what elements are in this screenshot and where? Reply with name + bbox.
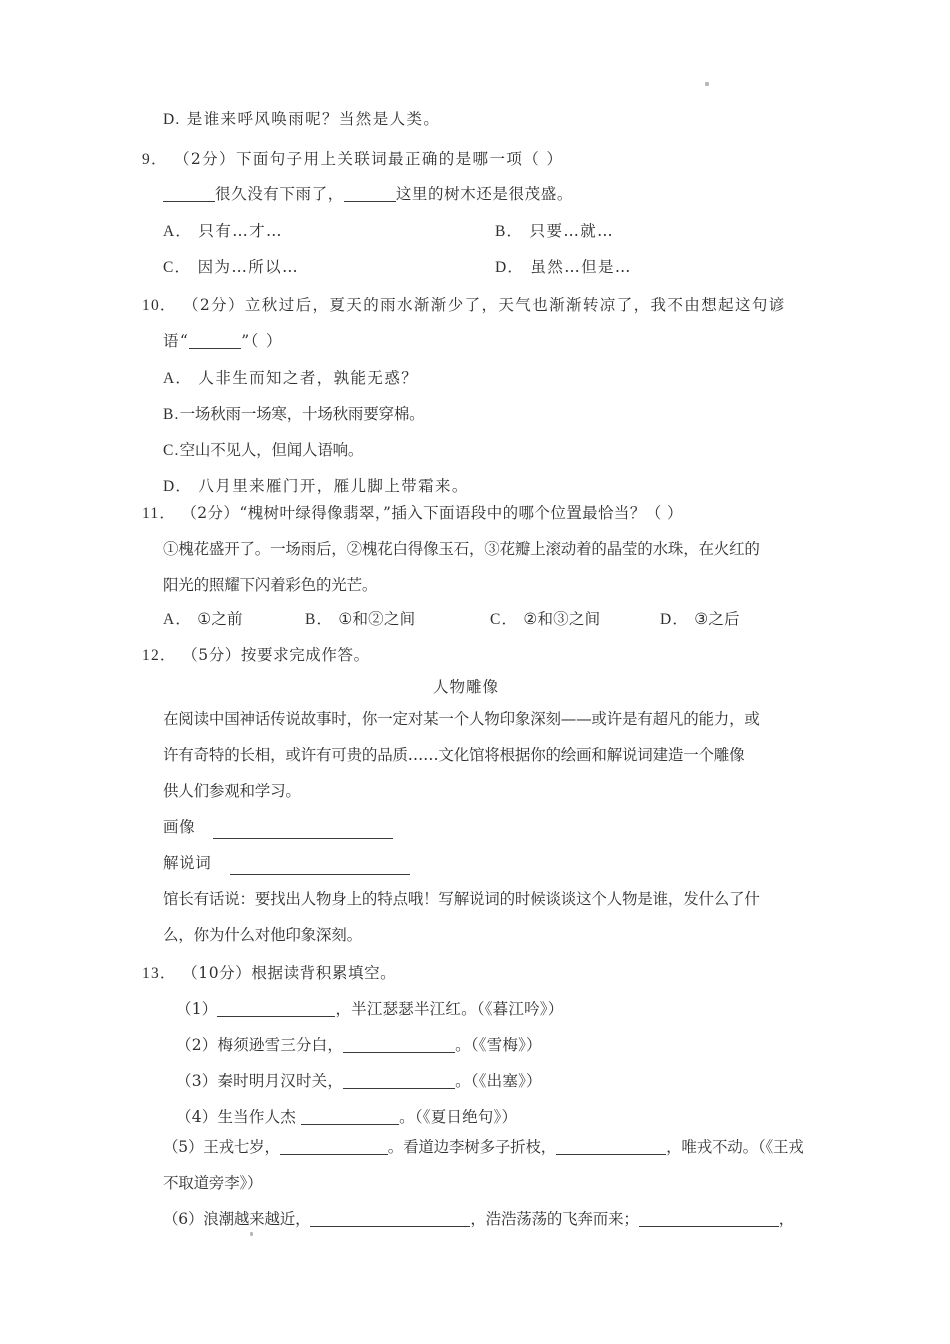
q10-option-c-text: 空山不见人，但闻人语响。 (179, 441, 364, 459)
q10-option-b-text: 一场秋雨一场寒，十场秋雨要穿棉。 (179, 405, 425, 423)
q11-option-a[interactable] (163, 612, 243, 628)
q11-option-b-label: B． (305, 611, 334, 628)
q12-paragraph-line-2 (163, 748, 744, 764)
q13-item-5-blank-2[interactable] (556, 1141, 666, 1155)
q10-option-a-label: A． (163, 370, 193, 387)
q10-option-b-label: B. (163, 406, 180, 423)
q13-item-3-post: 。（《出塞》） (455, 1072, 542, 1090)
q11-option-b[interactable] (305, 612, 415, 628)
q9-option-a-label: A． (163, 223, 193, 240)
q10-option-d-label: D． (163, 478, 193, 495)
q10-option-c[interactable] (163, 443, 363, 459)
q12-paragraph-text-1: 在阅读中国神话传说故事时，你一定对某一个人物印象深刻——或许是有超凡的能力，或 (163, 710, 760, 728)
scan-speck-top-icon (705, 82, 709, 86)
q10-option-c-label: C. (163, 442, 180, 459)
q11-option-b-text: ①和②之间 (338, 610, 416, 628)
q9-option-a[interactable] (163, 224, 283, 240)
scan-speck-bottom-icon (250, 1232, 253, 1236)
q11-option-d[interactable] (660, 612, 740, 628)
q9-stem (142, 152, 563, 168)
q12-field-commentary-label: 解说词 (163, 854, 212, 872)
q11-number: 11． (142, 505, 177, 522)
q9-option-b-text: 只要…就… (529, 222, 615, 240)
q9-option-c-label: C． (163, 259, 192, 276)
q13-item-5-index: （5） (163, 1138, 204, 1156)
q10-option-b[interactable] (163, 407, 424, 423)
q9-option-b[interactable] (495, 224, 614, 240)
q9-blank-2[interactable] (344, 188, 396, 202)
q13-item-1 (176, 1002, 563, 1018)
q9-fill-part-2: 这里的树木还是很茂盛。 (395, 185, 573, 203)
q11-option-c[interactable] (490, 612, 600, 628)
q13-item-4 (176, 1110, 517, 1126)
q13-item-2-pre: 梅须逊雪三分白， (217, 1036, 344, 1054)
q13-item-5-line-1 (163, 1140, 804, 1156)
q9-option-d-text: 虽然…但是… (530, 258, 632, 276)
q12-field-drawing-label: 画像 (163, 818, 196, 836)
q11-passage-text-1: ①槐花盛开了。一场雨后，②槐花白得像玉石，③花瓣上滚动着的晶莹的水珠，在火红的 (163, 540, 760, 558)
q13-item-4-pre: 生当作人杰 (217, 1108, 302, 1126)
q13-item-5-line-2-text: 不取道旁李》） (163, 1174, 263, 1192)
q13-item-4-index: （4） (176, 1108, 218, 1126)
q12-stem-text: 按要求完成作答。 (240, 646, 370, 664)
q13-item-1-post: ，半江瑟瑟半江红。（《暮江吟》） (335, 1000, 564, 1018)
q12-stem (142, 648, 370, 664)
q11-passage-line-1 (163, 542, 760, 558)
q12-note-text-1: 馆长有话说：要找出人物身上的特点哦！写解说词的时候谈谈这个人物是谁，发什么了什 (163, 890, 760, 908)
q11-option-a-text: ①之前 (197, 610, 243, 628)
q13-item-6-seg-3: ， (778, 1210, 794, 1228)
q10-option-d[interactable] (163, 479, 469, 495)
q13-item-6-seg-2: ，浩浩荡荡的飞奔而来； (470, 1210, 639, 1228)
q9-number: 9． (142, 151, 168, 168)
q12-note-text-2: 么，你为什么对他印象深刻。 (163, 926, 362, 944)
q13-item-5-seg-1: 王戎七岁， (203, 1138, 280, 1156)
q13-item-2-post: 。（《雪梅》） (455, 1036, 542, 1054)
q12-note-line-1 (163, 892, 760, 908)
q9-option-b-label: B． (495, 223, 524, 240)
q9-fill-sentence (163, 187, 573, 203)
q12-field-drawing (163, 820, 195, 836)
q13-item-2-index: （2） (176, 1036, 218, 1054)
q13-score: （10分） (182, 964, 252, 982)
q13-stem (142, 966, 396, 982)
q11-option-d-label: D． (660, 611, 690, 628)
q10-score: （2分） (182, 296, 245, 314)
q11-stem (142, 506, 683, 522)
q13-stem-text: 根据读背积累填空。 (251, 964, 397, 982)
q13-item-5-blank-1[interactable] (280, 1141, 388, 1155)
q12-note-line-2 (163, 928, 362, 944)
q13-item-5-seg-3: ，唯戎不动。（《王戎 (666, 1138, 804, 1156)
q13-number: 13． (142, 965, 177, 982)
q10-stem-text: 立秋过后，夏天的雨水渐渐少了，天气也渐渐转凉了，我不由想起这句谚 (244, 296, 786, 314)
q10-stem-line-2-post: ”（ ） (241, 332, 283, 350)
q11-option-c-text: ②和③之间 (523, 610, 601, 628)
q9-option-a-text: 只有…才… (198, 222, 283, 240)
q13-item-6-blank-1[interactable] (310, 1213, 470, 1227)
q11-stem-text: “槐树叶绿得像翡翠，”插入下面语段中的哪个位置最恰当？（ ） (239, 504, 683, 522)
q12-field-drawing-input[interactable] (213, 838, 393, 839)
q13-item-5-line-2 (163, 1176, 262, 1192)
q9-option-c[interactable] (163, 260, 299, 276)
q11-option-d-text: ③之后 (694, 610, 740, 628)
q9-option-d-label: D． (495, 259, 525, 276)
q10-number: 10． (142, 297, 177, 314)
q13-item-3-pre: 秦时明月汉时关， (217, 1072, 344, 1090)
q12-paragraph-text-2: 许有奇特的长相，或许有可贵的品质……文化馆将根据你的绘画和解说词建造一个雕像 (163, 746, 745, 764)
q13-item-3-index: （3） (176, 1072, 218, 1090)
q8-option-d-text: 是谁来呼风唤雨呢？当然是人类。 (186, 110, 441, 128)
q13-item-1-index: （1） (176, 1000, 218, 1018)
q9-score: （2分） (173, 150, 236, 168)
q13-item-5-seg-2: 。看道边李树多子折枝， (387, 1138, 557, 1156)
q10-blank[interactable] (189, 335, 241, 349)
q13-item-3 (176, 1074, 542, 1090)
q11-passage-text-2: 阳光的照耀下闪着彩色的光芒。 (163, 576, 378, 594)
q13-item-2 (176, 1038, 542, 1054)
q10-option-d-text: 八月里来雁门开，雁儿脚上带霜来。 (198, 477, 469, 495)
q12-field-commentary-input[interactable] (230, 874, 410, 875)
q12-paragraph-line-3 (163, 784, 301, 800)
q13-item-4-post: 。（《夏日绝句》） (399, 1108, 518, 1126)
q9-blank-1[interactable] (163, 188, 215, 202)
q10-stem-line-1 (142, 298, 786, 314)
q10-stem-line-2 (163, 334, 283, 350)
q9-option-d[interactable] (495, 260, 632, 276)
q12-score: （5分） (182, 646, 241, 664)
q10-stem-line-2-pre: 语“ (163, 332, 190, 350)
q12-paragraph-line-1 (163, 712, 760, 728)
q11-option-c-label: C． (490, 611, 519, 628)
q8-option-d-label: D. (163, 111, 181, 128)
q13-item-6-index: （6） (163, 1210, 204, 1228)
q13-item-6-blank-2[interactable] (639, 1213, 779, 1227)
q13-item-4-blank[interactable] (301, 1111, 399, 1125)
q9-option-c-text: 因为…所以… (197, 258, 299, 276)
q12-field-commentary (163, 856, 211, 872)
q12-paragraph-text-3: 供人们参观和学习。 (163, 782, 301, 800)
q11-passage-line-2 (163, 578, 377, 594)
q13-item-3-blank[interactable] (343, 1075, 455, 1089)
q12-material-title (433, 675, 499, 697)
q11-option-a-label: A． (163, 611, 193, 628)
q12-number: 12． (142, 647, 177, 664)
q8-option-d (163, 112, 440, 128)
q9-stem-text: 下面句子用上关联词最正确的是哪一项（ ） (235, 150, 564, 168)
q10-option-a-text: 人非生而知之者，孰能无惑？ (198, 369, 419, 387)
q13-item-1-blank[interactable] (217, 1003, 335, 1017)
q13-item-2-blank[interactable] (343, 1039, 455, 1053)
q12-material-title-text: 人物雕像 (433, 678, 500, 696)
q13-item-6 (163, 1212, 794, 1228)
q9-fill-part-1: 很久没有下雨了， (215, 185, 344, 203)
q11-score: （2分） (181, 504, 240, 522)
q10-option-a[interactable] (163, 371, 418, 387)
q13-item-6-seg-1: 浪潮越来越近， (203, 1210, 311, 1228)
